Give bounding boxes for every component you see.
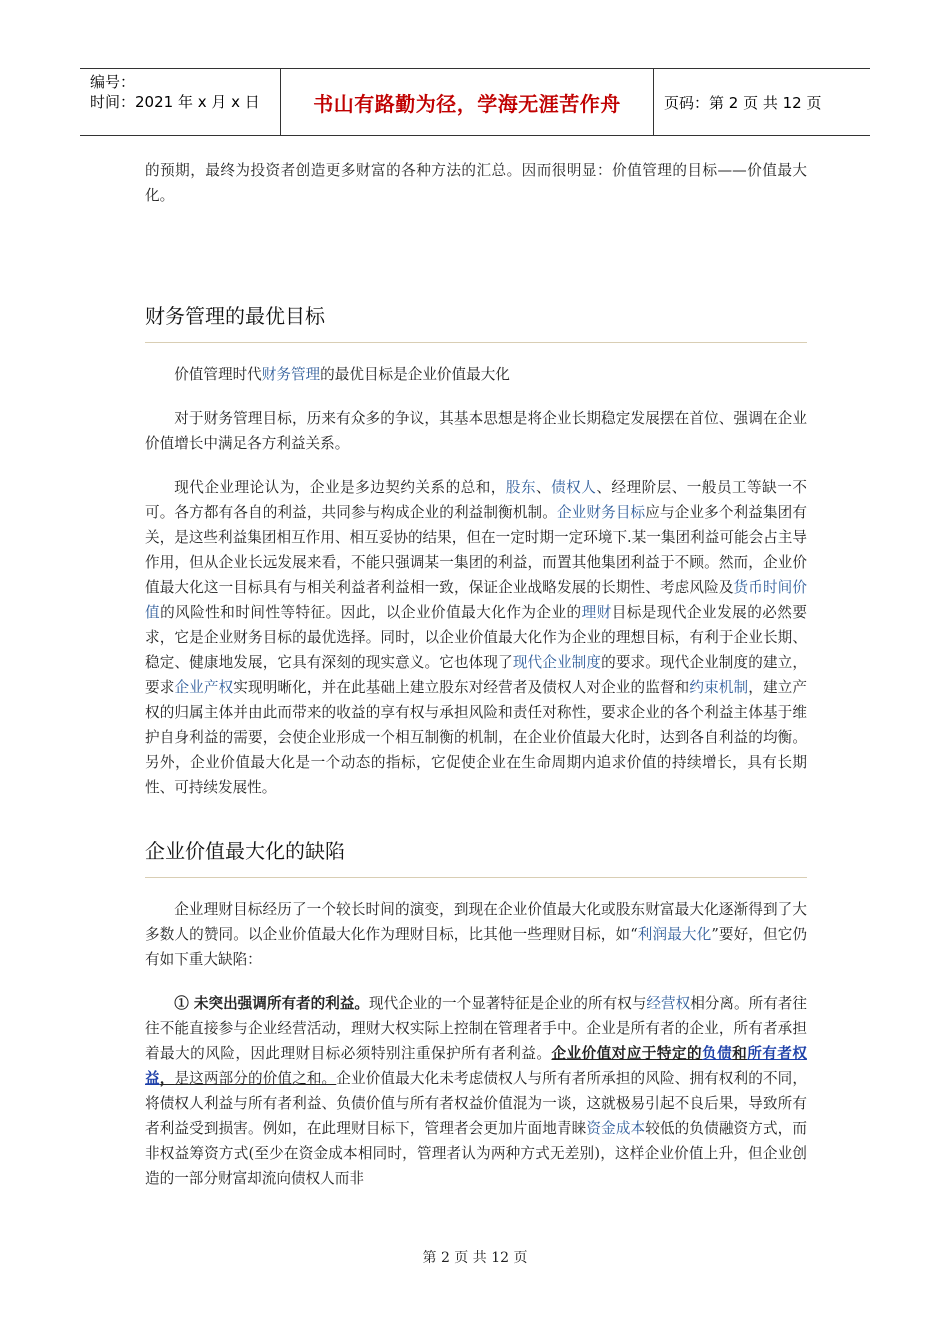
page-header [80,68,870,136]
link-profit-maximization[interactable]: 利润最大化 [637,926,712,943]
text-run: 价值管理时代 [174,366,262,383]
link-constraint-mechanism[interactable]: 约束机制 [689,679,749,696]
intro-paragraph: 的预期，最终为投资者创造更多财富的各种方法的汇总。因而很明显：价值管理的目标——价值最大化。 [145,162,807,204]
link-enterprise-property-rights[interactable]: 企业产权 [174,679,234,696]
link-finance[interactable]: 理财 [581,604,612,621]
text-run: ”要好，但它仍有如下重大缺陷： [145,926,807,968]
text-run: 企业理财目标经历了一个较长时间的演变，到现在企业价值最大化或股东财富最大化逐渐得到了大多数人的赞同。以企业价值最大化作为理财目标，比其他一些理财目标，如“ [145,901,807,943]
section1-paragraph-2: 对于财务管理目标，历来有众多的争议，其基本思想是将企业长期稳定发展摆在首位、强调在企业价值增长中满足各方利益关系。 [145,410,807,452]
section1-paragraph-3 [145,475,807,800]
text-run: 的风险性和时间性等特征。因此，以企业价值最大化作为企业的 [160,604,582,621]
section1-heading-block [145,300,807,343]
link-shareholder[interactable]: 股东 [505,479,537,496]
underlined-bold-text: 和 [732,1045,748,1062]
text-run: 实现明晰化，并在此基础上建立股东对经营者及债权人对企业的监督和 [233,679,690,696]
text-run: ，建立产权的归属主体并由此而带来的收益的享有权与承担风险和责任对称性，要求企业的各个利益主体基于维护自身利益的需要，会使企业形成一个相互制衡的机制，在企业价值最大化时，达到各自利益的均衡。另外，企业价值最大化是一个动态的指标，它促使企业在生命周期内追求价值的持续增长，具有长期性、可持续发展性。 [145,679,807,796]
link-financial-management[interactable]: 财务管理 [261,366,321,383]
section2-paragraph-1 [145,897,807,972]
link-enterprise-financial-goal[interactable]: 企业财务目标 [556,504,646,521]
text-run: 目标是现代企业发展的必然要求，它是企业财务目标的最优选择。同时，以企业价值最大化作为企业的理想目标，有利于企业长期、稳定、健康地发展，它具有深刻的现实意义。它也体现了 [145,604,807,671]
document-date-label: 时间：2021 年 x 月 x 日 [90,93,260,111]
header-motto-cell [280,69,654,135]
text-run: 的要求。现代企业制度的建立，要求 [145,654,807,696]
link-operating-rights[interactable]: 经营权 [646,995,691,1012]
link-modern-enterprise-system[interactable]: 现代企业制度 [512,654,602,671]
text-run: 的最优目标是企业价值最大化 [320,366,510,383]
link-debt[interactable]: 负债 [702,1045,733,1062]
document-body [145,158,807,1191]
text-run: 、 [536,479,552,496]
section2-heading-block [145,835,807,878]
section2-heading: 企业价值最大化的缺陷 [145,839,345,863]
page-footer: 第 2 页 共 12 页 [422,1250,528,1266]
link-creditor[interactable]: 债权人 [551,479,597,496]
section1-heading: 财务管理的最优目标 [145,304,325,328]
underlined-bold-text: ， [159,1070,175,1087]
text-run: 应与企业多个利益集团有关，是这些利益集团相互作用、相互妥协的结果，但在一定时期一定环境下.某一集团利益可能会占主导作用，但从企业长远发展来看，不能只强调某一集团的利益，而置其他集团利益于不顾。然而，企业价值最大化这一目标具有与相关利益者利益相一致，保证企业战略发展的长期性、考虑风险及 [145,504,807,596]
header-page-number: 页码：第 2 页 共 12 页 [664,93,822,112]
text-run: 企业价值最大化未考虑债权人与所有者所承担的风险、拥有权利的不同，将债权人利益与所有者利益、负债价值与所有者权益价值混为一谈，这就极易引起不良后果，导致所有者利益受到损害。例如，在此理财目标下，管理者会更加片面地青睐 [145,1070,807,1137]
text-run: 现代企业的一个显著特征是企业的所有权与 [369,995,647,1012]
text-run: 较低的负债融资方式，而非权益筹资方式(至少在资金成本相同时，管理者认为两种方式无差别)，这样企业价值上升，但企业创造的一部分财富却流向债权人而非 [145,1120,807,1187]
link-capital-cost[interactable]: 资金成本 [586,1120,646,1137]
defect-1-title: ① 未突出强调所有者的利益。 [174,995,370,1012]
text-run: 现代企业理论认为，企业是多边契约关系的总和， [174,479,506,496]
header-motto: 书山有路勤为径，学海无涯苦作舟 [313,91,621,116]
text-run: 、经理阶层、一般员工等缺一不可。各方都有各自的利益，共同参与构成企业的利益制衡机制。 [145,479,807,521]
underlined-text: 是这两部分的价值之和。 [174,1070,337,1087]
document-number-label: 编号： [90,73,136,91]
text-run: 相分离。所有者往往不能直接参与企业经营活动，理财大权实际上控制在管理者手中。企业是所有者的企业，所有者承担着最大的风险，因此理财目标必须特别注重保护所有者利益。 [145,995,807,1062]
section1-paragraph-1 [145,362,807,387]
link-time-value-of-money[interactable]: 货币时间价值 [145,579,807,621]
header-page-cell [654,69,870,135]
section2-paragraph-2 [145,991,807,1191]
underlined-bold-text: 企业价值对应于特定的 [551,1045,703,1062]
link-owners-equity[interactable]: 所有者权益 [145,1045,807,1087]
header-meta [80,69,280,135]
